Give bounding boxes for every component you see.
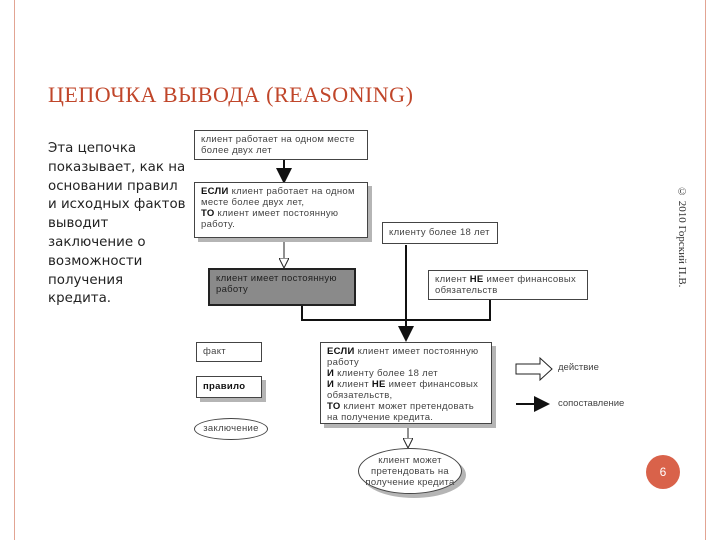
legend-action-arrow [516,358,552,380]
conclusion-box-permanent-job: клиент имеет постоянную работу [208,268,356,306]
rule-box-permanent-job: ЕСЛИ клиент работает на одном месте более двух лет, ТО клиент имеет постоянную работу. [194,182,368,238]
fact-box-age-over-18: клиенту более 18 лет [382,222,498,244]
legend-rule: правило [196,376,262,398]
legend-fact: факт [196,342,262,362]
copyright-note: © 2010 Горский П.В. [676,186,688,288]
slide-description: Эта цепочка показывает, как на основании правил и исходных фактов выводит заключение о возможности получения кредита. [48,141,186,307]
fact-box-no-obligations: клиент НЕ имеет финансовых обязательств [428,270,588,300]
slide-title: ЦЕПОЧКА ВЫВОДА (REASONING) [48,82,414,107]
page-number: 6 [646,455,680,489]
legend-conclusion: заключение [194,418,268,440]
legend-matching-label: сопоставление [558,398,625,409]
rule-box-credit: ЕСЛИ клиент имеет постоянную работу И клиенту более 18 лет И клиент НЕ имеет финансовых обязательств, ТО клиент может претендовать на получение кредита. [320,342,492,424]
final-conclusion-credit: клиент может претендовать на получение кредита [358,448,462,494]
legend-action-label: действие [558,362,599,373]
fact-box-work-two-years: клиент работает на одном месте более двух лет [194,130,368,160]
